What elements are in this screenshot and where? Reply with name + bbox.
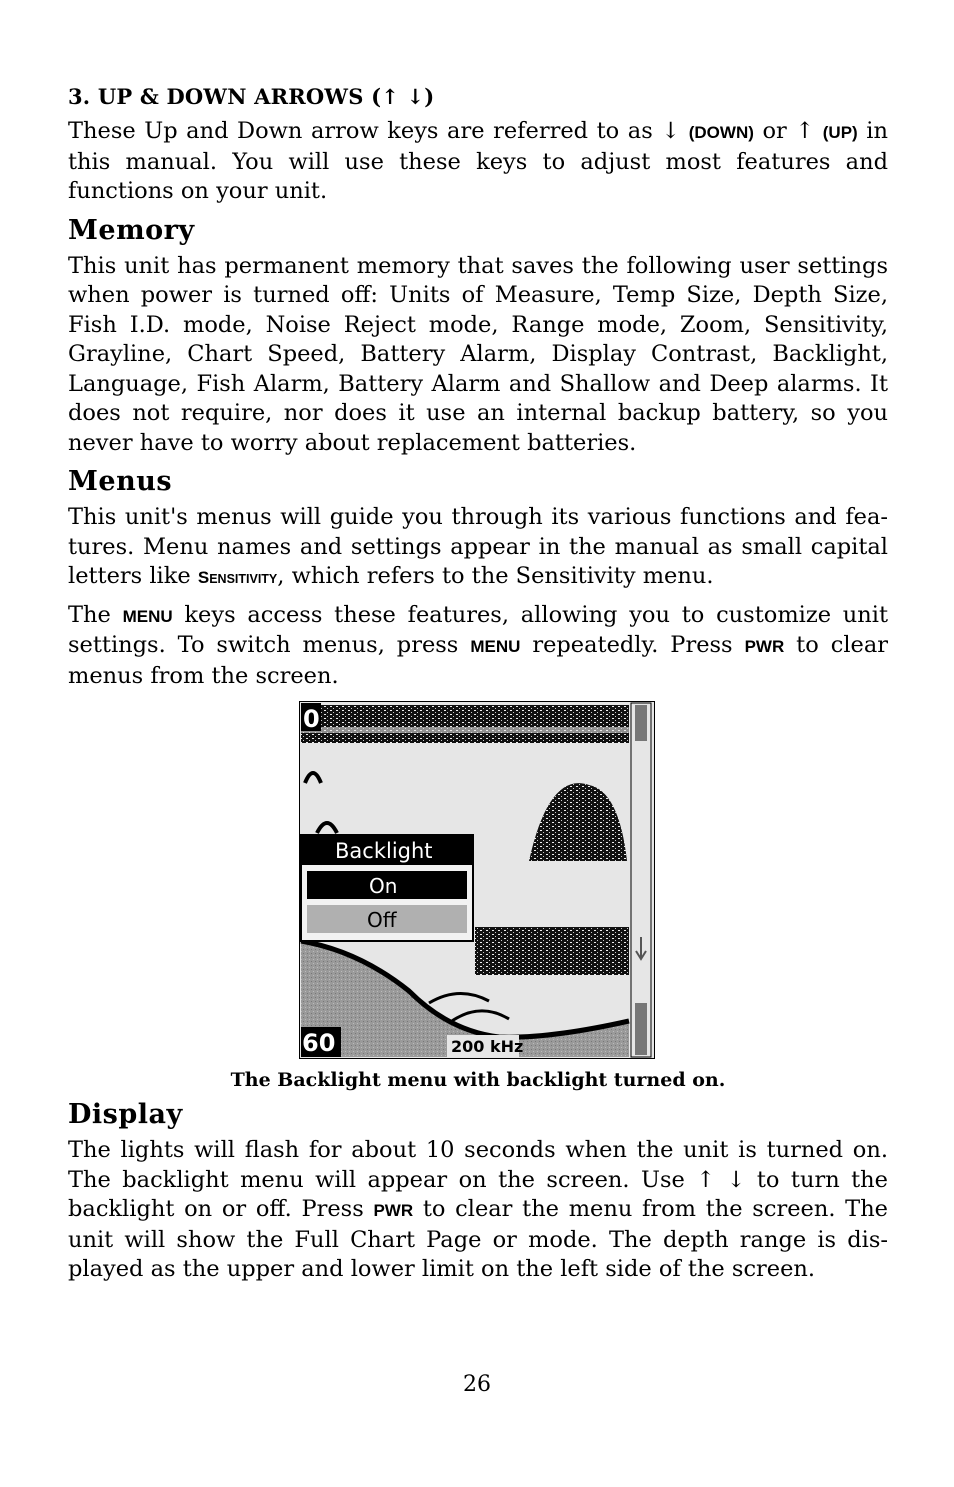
down-key-label: (DOWN) (688, 123, 754, 142)
frequency-label: 200 kHz (451, 1037, 524, 1056)
surface-clutter (301, 705, 629, 743)
menus-paragraph-1: This unit's menus will guide you through its various functions and features. Menu names and settings appear in the manual as small capital letters like SENSITIVITY, which refers to the Sensitivity menu. (68, 504, 888, 589)
figure-caption: The Backlight menu with backlight turned on. (230, 1069, 726, 1091)
sonar-screen (299, 701, 655, 1059)
sensitivity-smallcaps: SENSITIVITY (197, 568, 278, 587)
depth-top-label: 0 (303, 705, 320, 733)
display-paragraph: The lights will flash for about 10 seconds when the unit is turned on. The backlight menu will appear on the screen. Use ↑ ↓ to turn the backlight on or off. Press PWR to clear the menu from the screen. The unit will show the Full Chart Page or mode. The depth range is displayed as the upper and lower limit on the left side of the screen. (68, 1137, 888, 1282)
menu-key-label-2: MENU (470, 637, 521, 656)
menus-heading: Menus (68, 466, 173, 497)
display-heading: Display (68, 1099, 183, 1130)
memory-heading: Memory (68, 214, 195, 246)
backlight-option-off[interactable] (307, 905, 467, 933)
page-number: 26 (463, 1372, 491, 1397)
depth-bottom-label: 60 (302, 1029, 336, 1057)
option-off-label: Off (367, 908, 397, 932)
backlight-option-on[interactable] (307, 871, 467, 899)
pwr-key-label-2: PWR (373, 1201, 414, 1220)
option-on-label: On (369, 874, 398, 898)
arrows-heading: 3. UP & DOWN ARROWS (↑ ↓) (68, 84, 435, 109)
manual-page (68, 84, 888, 1291)
backlight-menu (301, 835, 473, 941)
pwr-key-label: PWR (744, 637, 785, 656)
arrows-paragraph: These Up and Down arrow keys are referred to as ↓ (DOWN) or ↑ (UP) in this manual. You will use these keys to adjust most features and functions on your unit. (68, 118, 888, 204)
memory-paragraph: This unit has permanent memory that saves the following user settings when power is turned off: Units of Measure, Temp Size, Depth Size, Fish I.D. mode, Noise Reject mode, Range mode, Zoom, Sensitivity, Grayline, Chart Speed, Battery Alarm, Display Contrast, Backlight, Language, Fish Alarm, Battery Alarm and Shallow and Deep alarms. It does not require, nor does it use an internal backup battery, so you never have to worry about replacement batteries. (68, 252, 888, 456)
thermocline-band (475, 927, 629, 975)
menu-key-label: MENU (122, 606, 173, 626)
backlight-menu-title: Backlight (335, 839, 433, 863)
menus-paragraph-2: The MENU keys access these features, allowing you to customize unit settings. To switch menus, press MENU repeatedly. Press PWR to clear menus from the screen. (68, 601, 888, 689)
sonar-screen-figure (299, 701, 655, 1059)
up-key-label: (UP) (822, 123, 858, 142)
